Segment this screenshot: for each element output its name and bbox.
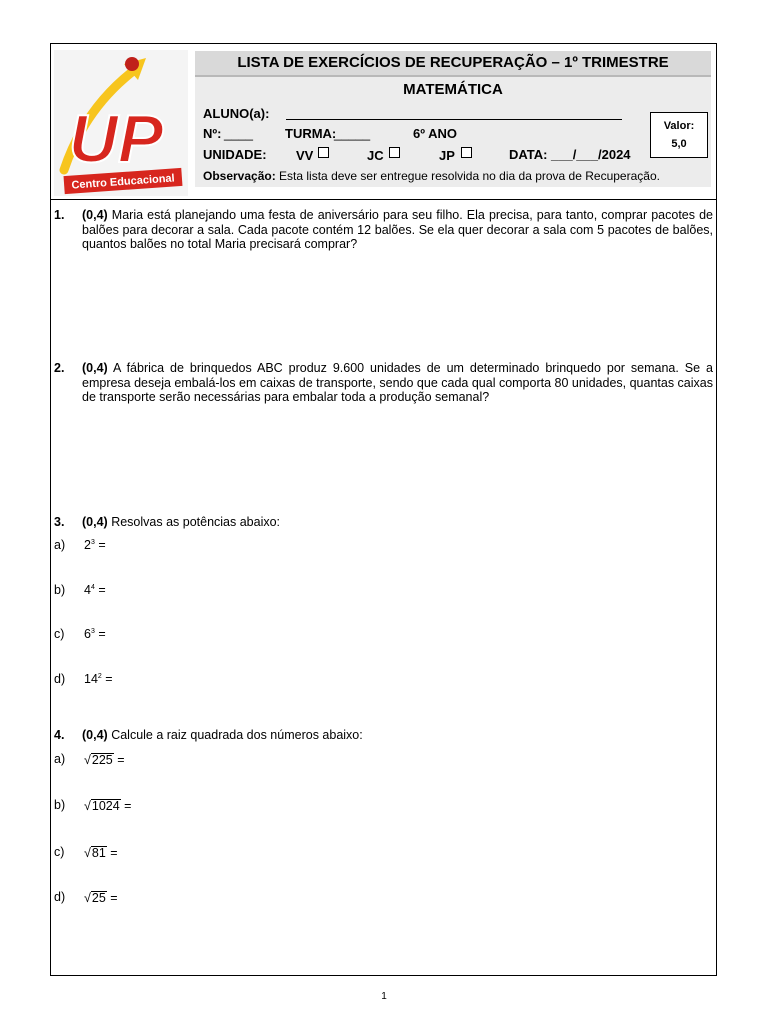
turma-field[interactable]: _____ (334, 126, 371, 141)
page-number: 1 (381, 991, 387, 1002)
question-2-text: A fábrica de brinquedos ABC produz 9.600 unidades de um determinado brinquedo por semana. Se a empresa deseja embalá-los em caixas de transporte, sendo que cada qual comporta 80 unidades, quantas caixas de transporte serão necessárias para embalar toda a produção semanal? (82, 361, 713, 404)
q4-item-b-letter: b) (54, 798, 66, 812)
data-field[interactable]: ___/___/2024 (551, 147, 631, 162)
question-3-number: 3. (54, 515, 65, 529)
question-4 (82, 728, 713, 743)
q4-item-b: √1024 = (84, 799, 132, 813)
data-label: DATA: (509, 147, 548, 162)
question-3 (82, 515, 713, 530)
unit-jc-label: JC (367, 148, 384, 163)
unit-jc-checkbox[interactable] (389, 147, 400, 158)
observation-text: Esta lista deve ser entregue resolvida no dia da prova de Recuperação. (279, 169, 660, 183)
sqrt-icon: √ (84, 891, 91, 905)
question-3-text: Resolvas as potências abaixo: (111, 515, 281, 529)
q4-item-a: √225 = (84, 753, 125, 767)
logo-text: Centro Educacional (71, 172, 176, 192)
valor-label: Valor: (663, 120, 695, 132)
sqrt-icon: √ (84, 753, 91, 767)
q3-item-d: $14^2$ = (84, 672, 113, 686)
q3-item-c-letter: c) (54, 627, 65, 641)
q3-item-b: $4^4$ = (84, 583, 106, 597)
question-3-points: (0,4) (82, 515, 108, 529)
question-2-points: (0,4) (82, 361, 108, 375)
sqrt-icon: √ (84, 799, 91, 813)
question-2-number: 2. (54, 361, 65, 375)
q3-item-d-letter: d) (54, 672, 66, 686)
q3-item-a: $2^3$ = (84, 538, 106, 552)
q4-item-a-letter: a) (54, 752, 66, 766)
valor-box (650, 112, 708, 158)
aluno-label: ALUNO(a): (203, 106, 270, 121)
unit-jp-label: JP (439, 148, 455, 163)
unit-vv-checkbox[interactable] (318, 147, 329, 158)
q4-item-c: √81 = (84, 846, 118, 860)
q3-item-a-letter: a) (54, 538, 66, 552)
question-1-points: (0,4) (82, 208, 108, 222)
question-1-text: Maria está planejando uma festa de aniversário para seu filho. Ela precisa, para tanto, comprar pacotes de balões para decorar a sala. Cada pacote contém 12 balões. Se ela quer decorar a sala com 5 pacotes de balões, quantos balões no total Maria precisará comprar? (82, 208, 713, 251)
unit-jp-checkbox[interactable] (461, 147, 472, 158)
subject-title: MATEMÁTICA (403, 81, 503, 98)
numero-field[interactable]: ____ (224, 126, 253, 141)
q3-item-c: $6^3$ = (84, 627, 106, 641)
worksheet-title: LISTA DE EXERCÍCIOS DE RECUPERAÇÃO – 1º TRIMESTRE (195, 51, 711, 77)
observation-label: Observação: (203, 169, 276, 183)
unit-vv-label: VV (296, 148, 314, 163)
sqrt-icon: √ (84, 846, 91, 860)
turma-label: TURMA: (285, 126, 337, 141)
question-4-number: 4. (54, 728, 65, 742)
question-2 (82, 361, 713, 405)
school-logo (54, 50, 188, 196)
header-separator (50, 199, 717, 200)
numero-label: Nº: (203, 126, 222, 141)
q4-item-d: √25 = (84, 891, 118, 905)
question-4-text: Calcule a raiz quadrada dos números abaixo: (111, 728, 363, 742)
valor-value: 5,0 (671, 138, 687, 150)
aluno-field[interactable] (286, 119, 622, 120)
logo-mark: UP (68, 101, 164, 177)
observation (203, 169, 660, 183)
question-1-number: 1. (54, 208, 65, 222)
pin-icon (125, 57, 139, 71)
q4-item-c-letter: c) (54, 845, 65, 859)
q4-item-d-letter: d) (54, 890, 66, 904)
unidade-label: UNIDADE: (203, 147, 267, 162)
q3-item-b-letter: b) (54, 583, 66, 597)
question-1 (82, 208, 713, 252)
ano-label: 6º ANO (413, 126, 457, 141)
question-4-points: (0,4) (82, 728, 108, 742)
